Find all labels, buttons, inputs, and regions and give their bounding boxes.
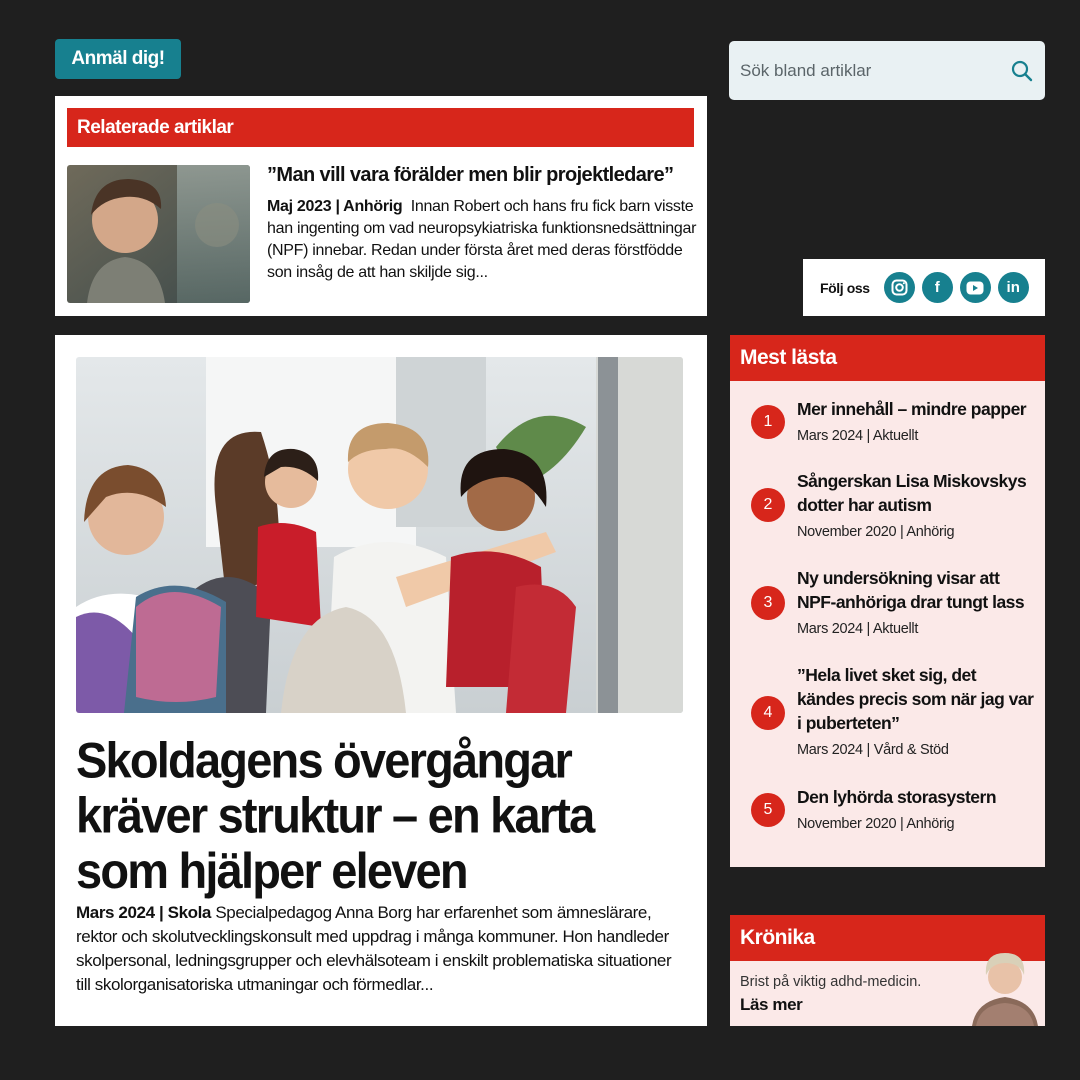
rank-badge: 5 (751, 793, 785, 827)
related-article-thumbnail[interactable] (67, 165, 250, 303)
most-read-meta: November 2020 | Anhörig (797, 524, 955, 540)
most-read-meta: Mars 2024 | Aktuellt (797, 621, 919, 637)
search-bar (729, 41, 1045, 100)
column-header: Krönika (730, 915, 1045, 961)
related-article-meta: Maj 2023 | Anhörig (267, 198, 403, 215)
related-articles-header: Relaterade artiklar (67, 108, 694, 147)
main-article-headline[interactable]: Skoldagens övergångar kräver struktur – en karta som hjälper eleven (76, 731, 594, 899)
most-read-meta: November 2020 | Anhörig (797, 816, 955, 832)
rank-badge: 4 (751, 696, 785, 730)
rank-badge: 2 (751, 488, 785, 522)
column-teaser: Brist på viktig adhd-medicin. (740, 974, 922, 990)
column-panel (730, 915, 1045, 1026)
main-article (55, 335, 707, 1026)
most-read-meta: Mars 2024 | Aktuellt (797, 428, 919, 444)
related-articles-panel (55, 96, 707, 316)
main-article-text: Specialpedagog Anna Borg har erfarenhet som ämneslärare, rektor och skolutvecklingskonsult med uppdrag i många kommuner. Hon handleder skolpersonal, ledningsgrupper och elevhälsoteam i enskilt problematiska situationer till skolorganisatoriska utmaningar och förmedlar... (76, 903, 672, 994)
instagram-icon[interactable] (884, 272, 915, 303)
most-read-title[interactable]: Sångerskan Lisa Miskovskys dotter har autism (797, 471, 1027, 515)
most-read-header: Mest lästa (730, 335, 1045, 381)
main-article-meta: Mars 2024 | Skola (76, 903, 211, 922)
related-article-title[interactable]: ”Man vill vara förälder men blir projektledare” (267, 164, 674, 186)
search-input[interactable] (740, 61, 1009, 81)
linkedin-icon[interactable]: in (998, 272, 1029, 303)
youtube-icon[interactable] (960, 272, 991, 303)
most-read-title[interactable]: ”Hela livet sket sig, det kändes precis som när jag var i puberteten” (797, 665, 1034, 733)
follow-us-bar (803, 259, 1045, 316)
most-read-title[interactable]: Ny undersökning visar att NPF-anhöriga drar tungt lass (797, 568, 1025, 612)
follow-us-label: Följ oss (820, 279, 870, 296)
main-article-excerpt (76, 901, 686, 997)
search-icon[interactable] (1009, 58, 1035, 84)
read-more-link[interactable]: Läs mer (740, 995, 803, 1014)
rank-badge: 3 (751, 586, 785, 620)
main-article-image[interactable] (76, 357, 683, 713)
most-read-title[interactable]: Den lyhörda storasystern (797, 787, 997, 807)
most-read-panel (730, 335, 1045, 867)
columnist-portrait (966, 941, 1044, 1026)
rank-badge: 1 (751, 405, 785, 439)
most-read-title[interactable]: Mer innehåll – mindre papper (797, 399, 1027, 419)
facebook-icon[interactable]: f (922, 272, 953, 303)
related-article-excerpt (267, 196, 697, 284)
most-read-meta: Mars 2024 | Vård & Stöd (797, 742, 949, 758)
signup-button[interactable]: Anmäl dig! (55, 39, 181, 79)
related-article-text: Innan Robert och hans fru fick barn visste han ingenting om vad neuropsykiatriska funktionsnedsättningar (NPF) innebar. Redan under första året med deras förstfödde son insåg de att han skiljde sig... (267, 198, 697, 281)
